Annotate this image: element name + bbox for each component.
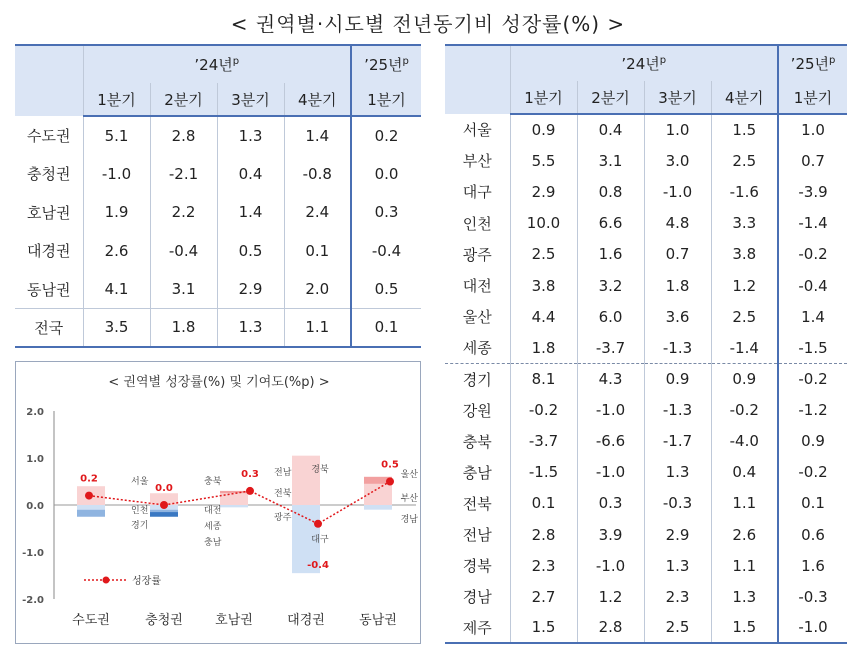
value-cell: 1.0 [778,114,847,145]
value-cell: 3.8 [510,270,577,301]
value-cell: 0.1 [778,488,847,519]
value-cell: -0.3 [644,488,711,519]
value-cell: 2.9 [644,519,711,550]
value-cell: 0.6 [778,519,847,550]
table-row [445,612,847,643]
value-cell: -0.3 [778,581,847,612]
quarter-header: 1분기 [778,81,847,114]
contribution-label: 충남 [204,538,222,548]
value-cell: 2.5 [644,612,711,643]
row-label: 대경권 [27,242,71,261]
y-tick-label: 0.0 [26,501,44,512]
table-row [445,332,847,363]
growth-data-label: 0.2 [80,473,98,485]
row-label: 대전 [462,277,492,296]
province-growth-table [445,44,847,644]
value-cell: 3.1 [150,270,217,309]
value-cell: 0.1 [284,232,351,271]
table-row [445,270,847,301]
value-cell: 0.4 [217,155,284,194]
chart-title: < 권역별 성장률(%) 및 기여도(%p) > [108,375,330,390]
value-cell: 2.8 [150,116,217,155]
value-cell: -1.5 [778,332,847,363]
row-label: 전남 [462,526,492,545]
value-cell: 1.8 [150,309,217,347]
value-cell: 1.1 [711,488,778,519]
contribution-label: 울산 [400,470,418,480]
value-cell: -3.9 [778,176,847,207]
contribution-bar [220,505,248,507]
value-cell: 3.9 [577,519,644,550]
header-year-2024: ’24년$^p$ [510,45,778,81]
row-label: 대구 [462,183,492,202]
region-growth-table [15,44,421,348]
value-cell: 1.3 [217,116,284,155]
growth-data-label: 0.3 [241,468,259,480]
table-row [15,232,421,271]
value-cell: -6.6 [577,426,644,457]
value-cell: 8.1 [510,364,577,395]
contribution-label: 경기 [131,521,149,531]
value-cell: 2.5 [711,145,778,176]
contribution-label: 전북 [274,489,292,499]
row-label: 울산 [462,308,492,327]
x-category-label: 대경권 [287,613,325,628]
value-cell: 0.4 [577,114,644,145]
quarter-header: 1분기 [83,83,150,116]
corner-cell [15,45,83,116]
value-cell: 1.0 [644,114,711,145]
value-cell: -1.2 [778,395,847,426]
value-cell: 2.2 [150,193,217,232]
table-row [445,176,847,207]
row-label: 경북 [462,557,492,576]
value-cell: 0.7 [778,145,847,176]
value-cell: -1.0 [577,395,644,426]
y-tick-label: -1.0 [22,548,44,559]
x-category-label: 호남권 [215,613,253,628]
value-cell: -0.8 [284,155,351,194]
value-cell: 1.2 [577,581,644,612]
value-cell: 0.0 [351,155,421,194]
row-label: 호남권 [27,203,71,222]
value-cell: 4.3 [577,364,644,395]
x-category-label: 수도권 [72,613,110,628]
growth-data-label: 0.0 [155,483,173,494]
row-label: 세종 [462,339,492,358]
page-title: < 권역별·시도별 전년동기비 성장률(%) > [230,12,626,36]
value-cell: 0.1 [351,309,421,347]
contribution-bar [364,505,392,510]
row-label: 강원 [462,401,492,420]
legend-label: 성장률 [132,576,161,587]
value-cell: 0.8 [577,176,644,207]
contribution-label: 충북 [204,477,222,487]
value-cell: 0.3 [351,193,421,232]
contribution-bar [292,456,320,505]
table-row [445,395,847,426]
growth-point [85,492,93,500]
value-cell: -3.7 [510,426,577,457]
value-cell: 1.8 [644,270,711,301]
table-row [445,550,847,581]
value-cell: -2.1 [150,155,217,194]
row-label: 경남 [462,588,492,607]
value-cell: 2.0 [284,270,351,309]
quarter-header: 2분기 [577,81,644,114]
value-cell: 2.4 [284,193,351,232]
value-cell: 2.8 [577,612,644,643]
value-cell: 2.6 [83,232,150,271]
value-cell: 3.0 [644,145,711,176]
row-label: 전북 [462,494,492,513]
table-row [445,114,847,145]
table-row [15,116,421,155]
table-row [15,193,421,232]
value-cell: 1.2 [711,270,778,301]
value-cell: 2.7 [510,581,577,612]
value-cell: 0.9 [644,364,711,395]
value-cell: -1.0 [644,176,711,207]
row-label: 인천 [462,214,492,233]
value-cell: -1.4 [778,208,847,239]
value-cell: -0.2 [510,395,577,426]
contribution-label: 인천 [131,506,149,516]
region-rows [15,116,421,347]
row-label: 부산 [462,152,492,171]
row-label: 충남 [462,463,492,482]
value-cell: 0.1 [510,488,577,519]
value-cell: 4.1 [83,270,150,309]
contribution-chart [15,361,421,644]
value-cell: 5.1 [83,116,150,155]
row-label: 충청권 [27,165,71,184]
value-cell: 0.9 [510,114,577,145]
table-row [445,457,847,488]
value-cell: 1.5 [711,612,778,643]
value-cell: 1.6 [577,239,644,270]
quarter-header: 1분기 [510,81,577,114]
growth-data-label: -0.4 [307,559,329,571]
value-cell: 0.5 [351,270,421,309]
table-row [445,145,847,176]
chart-svg [16,362,422,645]
contribution-label: 전남 [274,468,292,478]
y-tick-label: 2.0 [26,407,44,418]
row-label: 경기 [445,364,510,395]
contribution-label: 부산 [400,494,418,504]
growth-point [386,478,394,486]
contribution-bar [77,505,105,510]
value-cell: 1.8 [510,332,577,363]
contribution-label: 경북 [311,465,329,475]
contribution-label: 대전 [204,506,222,516]
value-cell: 0.9 [778,426,847,457]
value-cell: 1.4 [217,193,284,232]
value-cell: 3.2 [577,270,644,301]
value-cell: 1.9 [83,193,150,232]
value-cell: 0.9 [711,364,778,395]
row-label: 동남권 [15,270,83,309]
contribution-bar [150,510,178,512]
value-cell: 2.9 [217,270,284,309]
value-cell: 2.9 [510,176,577,207]
x-category-label: 충청권 [145,613,183,628]
value-cell: -1.0 [577,457,644,488]
value-cell: -1.7 [644,426,711,457]
header-year-2024: ’24년$^p$ [83,45,351,83]
growth-point [160,501,168,509]
value-cell: 3.1 [577,145,644,176]
table-row [445,364,847,395]
quarter-header: 1분기 [351,83,421,116]
legend-marker [103,577,110,584]
value-cell: 3.8 [711,239,778,270]
quarter-header: 4분기 [711,81,778,114]
contribution-bar [150,512,178,517]
growth-data-label: 0.5 [381,459,399,471]
value-cell: -1.4 [711,332,778,363]
table-row [445,488,847,519]
value-cell: 4.4 [510,301,577,332]
province-rows [445,114,847,643]
value-cell: 2.8 [510,519,577,550]
row-label: 제주 [445,612,510,643]
growth-point [246,487,254,495]
value-cell: 3.6 [644,301,711,332]
value-cell: -1.0 [83,155,150,194]
corner-cell [445,45,510,114]
y-tick-label: -2.0 [22,595,44,606]
value-cell: 2.3 [510,550,577,581]
value-cell: -0.4 [778,270,847,301]
value-cell: -0.2 [711,395,778,426]
value-cell: 0.5 [217,232,284,271]
value-cell: -1.0 [577,550,644,581]
value-cell: -0.2 [778,239,847,270]
growth-point [314,520,322,528]
contribution-label: 대구 [311,535,329,545]
row-label: 광주 [462,245,492,264]
value-cell: 6.6 [577,208,644,239]
value-cell: -0.2 [778,364,847,395]
row-label: 수도권 [27,126,71,145]
value-cell: 3.5 [83,309,150,347]
value-cell: 1.3 [217,309,284,347]
value-cell: -1.3 [644,395,711,426]
y-tick-label: 1.0 [26,454,44,465]
value-cell: 0.7 [644,239,711,270]
table-row [445,239,847,270]
contribution-label: 서울 [131,477,149,487]
value-cell: 1.4 [284,116,351,155]
contribution-label: 광주 [274,513,292,523]
value-cell: 1.1 [284,309,351,347]
contribution-label: 경남 [400,515,418,525]
x-category-label: 동남권 [359,613,397,628]
value-cell: 1.5 [711,114,778,145]
value-cell: 1.5 [510,612,577,643]
value-cell: -0.4 [351,232,421,271]
value-cell: 3.3 [711,208,778,239]
value-cell: 0.3 [577,488,644,519]
value-cell: 1.3 [644,550,711,581]
value-cell: 2.6 [711,519,778,550]
value-cell: 5.5 [510,145,577,176]
header-year-2025: ’25년$^p$ [351,45,421,83]
value-cell: 2.5 [711,301,778,332]
table-row [445,426,847,457]
table-row [15,270,421,309]
quarter-header: 4분기 [284,83,351,116]
row-label: 충북 [462,432,492,451]
value-cell: 1.6 [778,550,847,581]
quarter-header: 3분기 [217,83,284,116]
value-cell: -3.7 [577,332,644,363]
table-row [15,309,421,347]
quarter-header: 2분기 [150,83,217,116]
contribution-bar [77,510,105,517]
value-cell: 0.4 [711,457,778,488]
table-row [445,519,847,550]
table-row [445,301,847,332]
value-cell: 2.5 [510,239,577,270]
value-cell: -0.4 [150,232,217,271]
value-cell: 0.2 [351,116,421,155]
value-cell: -4.0 [711,426,778,457]
table-row [445,581,847,612]
table-row [15,155,421,194]
table-row [445,208,847,239]
header-year-2025: ’25년$^p$ [778,45,847,81]
value-cell: 1.3 [711,581,778,612]
contribution-label: 세종 [204,522,222,532]
value-cell: -1.6 [711,176,778,207]
value-cell: -1.5 [510,457,577,488]
value-cell: -1.0 [778,612,847,643]
value-cell: 2.3 [644,581,711,612]
quarter-header: 3분기 [644,81,711,114]
value-cell: -0.2 [778,457,847,488]
row-label: 서울 [462,121,492,140]
value-cell: 4.8 [644,208,711,239]
value-cell: 1.4 [778,301,847,332]
value-cell: 10.0 [510,208,577,239]
value-cell: 1.3 [644,457,711,488]
value-cell: 1.1 [711,550,778,581]
row-label: 전국 [15,309,83,347]
value-cell: -1.3 [644,332,711,363]
value-cell: 6.0 [577,301,644,332]
